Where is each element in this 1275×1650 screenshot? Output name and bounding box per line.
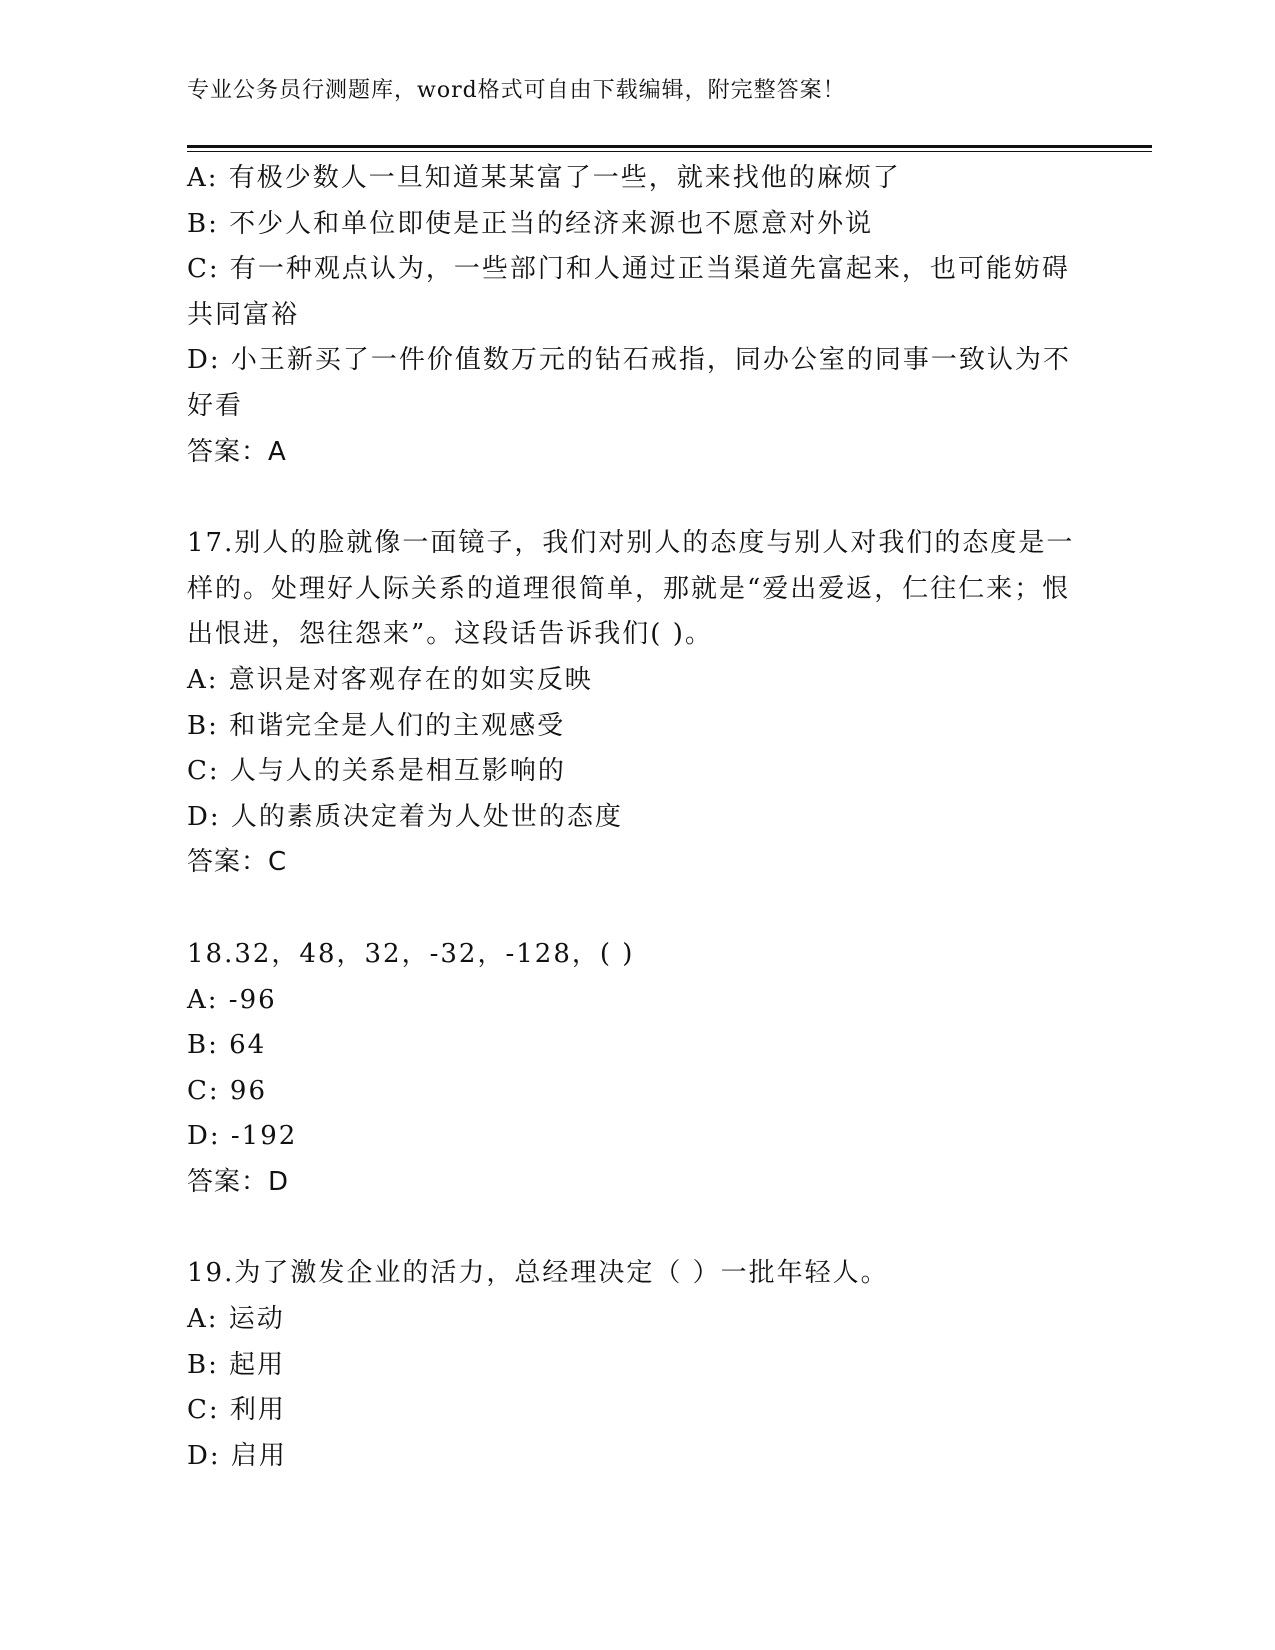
question-stem: 17.别人的脸就像一面镜子，我们对别人的态度与别人对我们的态度是一样的。处理好人际关系的道理很简单，那就是“爱出爱返，仁往仁来；恨出恨进，怨往怨来”。这段话告诉我们( )。	[187, 528, 1075, 650]
option-a: A: 运动	[187, 1304, 285, 1335]
option-c: C: 利用	[187, 1395, 286, 1426]
option-c: C: 有一种观点认为，一些部门和人通过正当渠道先富起来，也可能妨碍共同富裕	[187, 254, 1070, 330]
option-d: D: -192	[187, 1121, 298, 1152]
question-content	[187, 156, 1087, 1479]
option-d: D: 人的素质决定着为人处世的态度	[187, 801, 623, 832]
option-b: B: 和谐完全是人们的主观感受	[187, 710, 566, 741]
question-spacer	[187, 475, 1087, 521]
option-a: A: 有极少数人一旦知道某某富了一些，就来找他的麻烦了	[187, 163, 901, 193]
header-rule-thin	[187, 151, 1152, 152]
question-spacer	[187, 886, 1087, 932]
question-stem: 19.为了激发企业的活力，总经理决定（ ）一批年轻人。	[187, 1258, 889, 1289]
page-header: 专业公务员行测题库，word格式可自由下载编辑，附完整答案！	[187, 78, 846, 103]
question-spacer	[187, 1205, 1087, 1251]
header-rule-thick	[187, 145, 1152, 148]
question-stem: 18.32，48，32，-32，-128，( )	[187, 938, 635, 969]
option-a: A: -96	[187, 984, 277, 1015]
option-b: B: 不少人和单位即使是正当的经济来源也不愿意对外说	[187, 208, 874, 239]
option-b: B: 起用	[187, 1349, 286, 1380]
question-16	[187, 156, 1087, 475]
option-a: A: 意识是对客观存在的如实反映	[187, 664, 593, 695]
option-c: C: 人与人的关系是相互影响的	[187, 756, 566, 787]
question-18	[187, 932, 1087, 1206]
option-d: D: 启用	[187, 1440, 287, 1471]
option-d: D: 小王新买了一件价值数万元的钻石戒指，同办公室的同事一致认为不好看	[187, 345, 1071, 421]
answer-line: 答案：D	[187, 1166, 290, 1197]
question-19	[187, 1251, 1087, 1479]
answer-line: 答案：A	[187, 436, 287, 467]
option-c: C: 96	[187, 1075, 268, 1106]
option-b: B: 64	[187, 1030, 267, 1061]
answer-line: 答案：C	[187, 847, 288, 878]
question-17	[187, 521, 1087, 886]
